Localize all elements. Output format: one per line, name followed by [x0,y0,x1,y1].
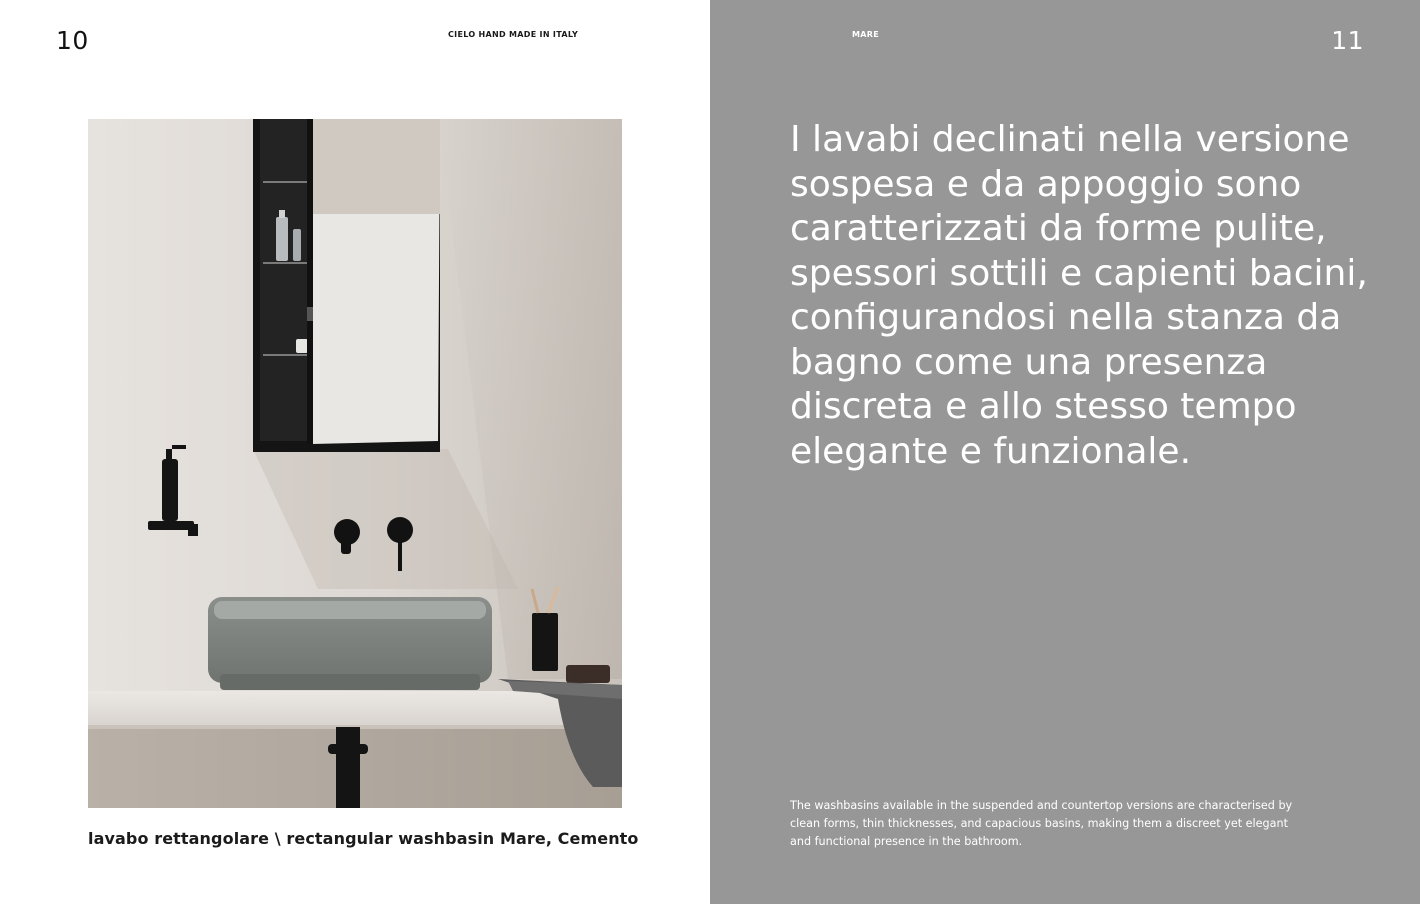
running-head-right: MARE [852,30,879,39]
washbasin [208,597,492,690]
countertop [88,691,622,727]
page-number-left: 10 [56,26,89,55]
drain-pipe [336,727,360,808]
mirror-cabinet [253,119,440,452]
right-page [710,0,1420,904]
page-number-right: 11 [1331,26,1364,55]
soap-bar [566,665,610,683]
bathroom-illustration [88,119,622,808]
italian-lead-paragraph: I lavabi declinati nella versione sospesa e da appoggio sono caratterizzati da forme pulite, spessori sottili e capienti bacini, configurandosi nella stanza da bagno come una presenza discreta e allo stesso tempo elegante e funzionale. [790,119,1368,472]
running-head-left: CIELO HAND MADE IN ITALY [448,30,579,39]
english-paragraph: The washbasins available in the suspended and countertop versions are characterised by clean forms, thin thicknesses, and capacious basins, making them a discreet yet elegant and functional presence in the bathroom. [790,799,1293,848]
product-photo [88,119,622,808]
photo-caption: lavabo rettangolare \ rectangular washbasin Mare, Cemento [88,829,639,848]
